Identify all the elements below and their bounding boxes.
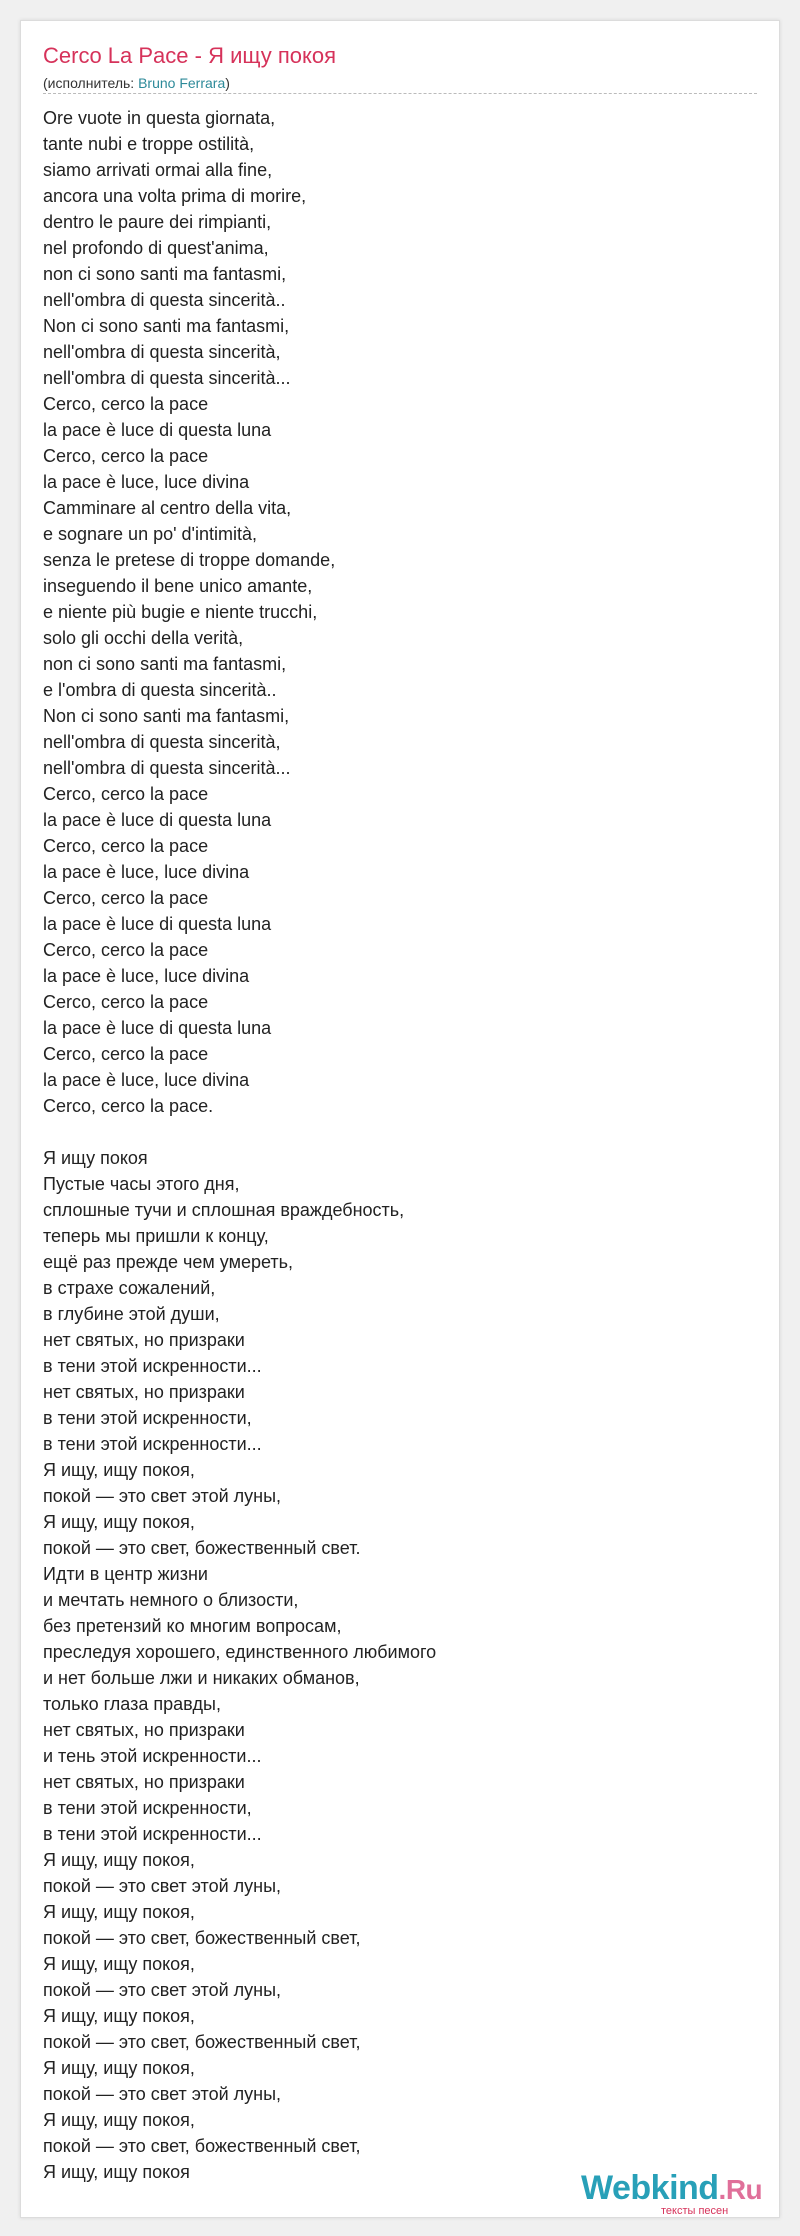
lyric-line: покой — это свет, божественный свет, — [43, 2032, 361, 2052]
lyric-line: la pace è luce di questa luna — [43, 420, 272, 440]
lyric-line: в тени этой искренности... — [43, 1434, 262, 1454]
lyric-line: Cerco, cerco la pace — [43, 836, 209, 856]
lyric-line: Пустые часы этого дня, — [43, 1174, 240, 1194]
lyric-line: senza le pretese di troppe domande, — [43, 550, 336, 570]
logo-name: Webkind — [581, 2169, 719, 2207]
lyric-line: нет святых, но призраки — [43, 1720, 245, 1740]
webkind-logo[interactable] — [581, 2169, 777, 2215]
lyric-line: покой — это свет, божественный свет. — [43, 1538, 361, 1558]
lyric-line: non ci sono santi ma fantasmi, — [43, 264, 287, 284]
lyric-line: покой — это свет этой луны, — [43, 2084, 282, 2104]
lyric-line: nel profondo di quest'anima, — [43, 238, 269, 258]
lyric-line: la pace è luce, luce divina — [43, 1070, 250, 1090]
lyric-line: siamo arrivati ormai alla fine, — [43, 160, 273, 180]
lyric-line: Я ищу, ищу покоя — [43, 2162, 190, 2182]
logo-tld: .Ru — [718, 2174, 763, 2205]
lyric-line: в тени этой искренности, — [43, 1408, 252, 1428]
lyric-line: nell'ombra di questa sincerità... — [43, 758, 291, 778]
lyric-line: сплошные тучи и сплошная враждебность, — [43, 1200, 405, 1220]
lyric-line: la pace è luce, luce divina — [43, 966, 250, 986]
lyric-line: Я ищу покоя — [43, 1148, 148, 1168]
lyric-line: la pace è luce di questa luna — [43, 810, 272, 830]
lyric-line: теперь мы пришли к концу, — [43, 1226, 269, 1246]
logo-tagline: тексты песен — [661, 2205, 729, 2217]
lyric-line: Я ищу, ищу покоя, — [43, 1850, 195, 1870]
lyric-line: Non ci sono santi ma fantasmi, — [43, 706, 290, 726]
lyric-line: la pace è luce di questa luna — [43, 914, 272, 934]
lyric-line: Cerco, cerco la pace — [43, 1044, 209, 1064]
lyric-line: только глаза правды, — [43, 1694, 221, 1714]
lyric-line: e l'ombra di questa sincerità.. — [43, 680, 277, 700]
lyric-line: la pace è luce, luce divina — [43, 472, 250, 492]
lyric-line: без претензий ко многим вопросам, — [43, 1616, 342, 1636]
lyric-line: la pace è luce, luce divina — [43, 862, 250, 882]
lyric-line: la pace è luce di questa luna — [43, 1018, 272, 1038]
artist-link[interactable]: Bruno Ferrara — [138, 75, 226, 91]
lyric-line: в тени этой искренности... — [43, 1824, 262, 1844]
lyric-line: e niente più bugie e niente trucchi, — [43, 602, 318, 622]
lyric-line: Cerco, cerco la pace. — [43, 1096, 214, 1116]
lyric-line: nell'ombra di questa sincerità, — [43, 732, 281, 752]
lyric-line: Ore vuote in questa giornata, — [43, 108, 276, 128]
lyric-line: Я ищу, ищу покоя, — [43, 2006, 195, 2026]
lyric-line: покой — это свет, божественный свет, — [43, 1928, 361, 1948]
lyric-line: Я ищу, ищу покоя, — [43, 1954, 195, 1974]
lyric-line: nell'ombra di questa sincerità... — [43, 368, 291, 388]
lyric-line: покой — это свет, божественный свет, — [43, 2136, 361, 2156]
lyric-line: покой — это свет этой луны, — [43, 1980, 282, 2000]
logo-wordmark — [581, 2169, 762, 2208]
lyric-line: нет святых, но призраки — [43, 1382, 245, 1402]
lyric-line: нет святых, но призраки — [43, 1772, 245, 1792]
lyric-line: покой — это свет этой луны, — [43, 1486, 282, 1506]
lyric-line: и мечтать немного о близости, — [43, 1590, 299, 1610]
lyric-line: в тени этой искренности... — [43, 1356, 262, 1376]
lyric-line: в глубине этой души, — [43, 1304, 220, 1324]
lyric-line: Cerco, cerco la pace — [43, 940, 209, 960]
page-title: Cerco La Pace - Я ищу покоя — [43, 43, 336, 68]
lyric-line: Cerco, cerco la pace — [43, 446, 209, 466]
lyric-line: nell'ombra di questa sincerità.. — [43, 290, 286, 310]
artist-line — [43, 75, 757, 94]
lyric-line: в тени этой искренности, — [43, 1798, 252, 1818]
lyric-line: Я ищу, ищу покоя, — [43, 1460, 195, 1480]
lyrics-card — [20, 20, 780, 2218]
artist-suffix: ) — [225, 75, 230, 91]
lyric-line: Я ищу, ищу покоя, — [43, 2110, 195, 2130]
lyric-line: Cerco, cerco la pace — [43, 784, 209, 804]
lyric-line: Я ищу, ищу покоя, — [43, 1902, 195, 1922]
lyric-line: и тень этой искренности... — [43, 1746, 262, 1766]
lyric-line: ancora una volta prima di morire, — [43, 186, 307, 206]
lyric-line: в страхе сожалений, — [43, 1278, 216, 1298]
lyric-line: nell'ombra di questa sincerità, — [43, 342, 281, 362]
lyric-line: покой — это свет этой луны, — [43, 1876, 282, 1896]
lyrics-text — [43, 105, 757, 2185]
artist-prefix: (исполнитель: — [43, 75, 139, 91]
lyric-line: и нет больше лжи и никаких обманов, — [43, 1668, 360, 1688]
lyric-line: Cerco, cerco la pace — [43, 992, 209, 1012]
lyric-line: Camminare al centro della vita, — [43, 498, 292, 518]
lyric-line: solo gli occhi della verità, — [43, 628, 244, 648]
lyric-line: преследуя хорошего, единственного любимого — [43, 1642, 437, 1662]
lyric-line: inseguendo il bene unico amante, — [43, 576, 313, 596]
lyric-line: нет святых, но призраки — [43, 1330, 245, 1350]
lyric-line: e sognare un po' d'intimità, — [43, 524, 258, 544]
lyric-line: Я ищу, ищу покоя, — [43, 1512, 195, 1532]
lyric-line: Cerco, cerco la pace — [43, 394, 209, 414]
lyric-line: Идти в центр жизни — [43, 1564, 208, 1584]
lyric-line: ещё раз прежде чем умереть, — [43, 1252, 294, 1272]
lyric-line: Non ci sono santi ma fantasmi, — [43, 316, 290, 336]
lyric-line: Cerco, cerco la pace — [43, 888, 209, 908]
lyric-line: non ci sono santi ma fantasmi, — [43, 654, 287, 674]
lyric-line: Я ищу, ищу покоя, — [43, 2058, 195, 2078]
lyric-line: dentro le paure dei rimpianti, — [43, 212, 272, 232]
stanza-gap — [43, 1119, 757, 1145]
lyric-line: tante nubi e troppe ostilità, — [43, 134, 255, 154]
